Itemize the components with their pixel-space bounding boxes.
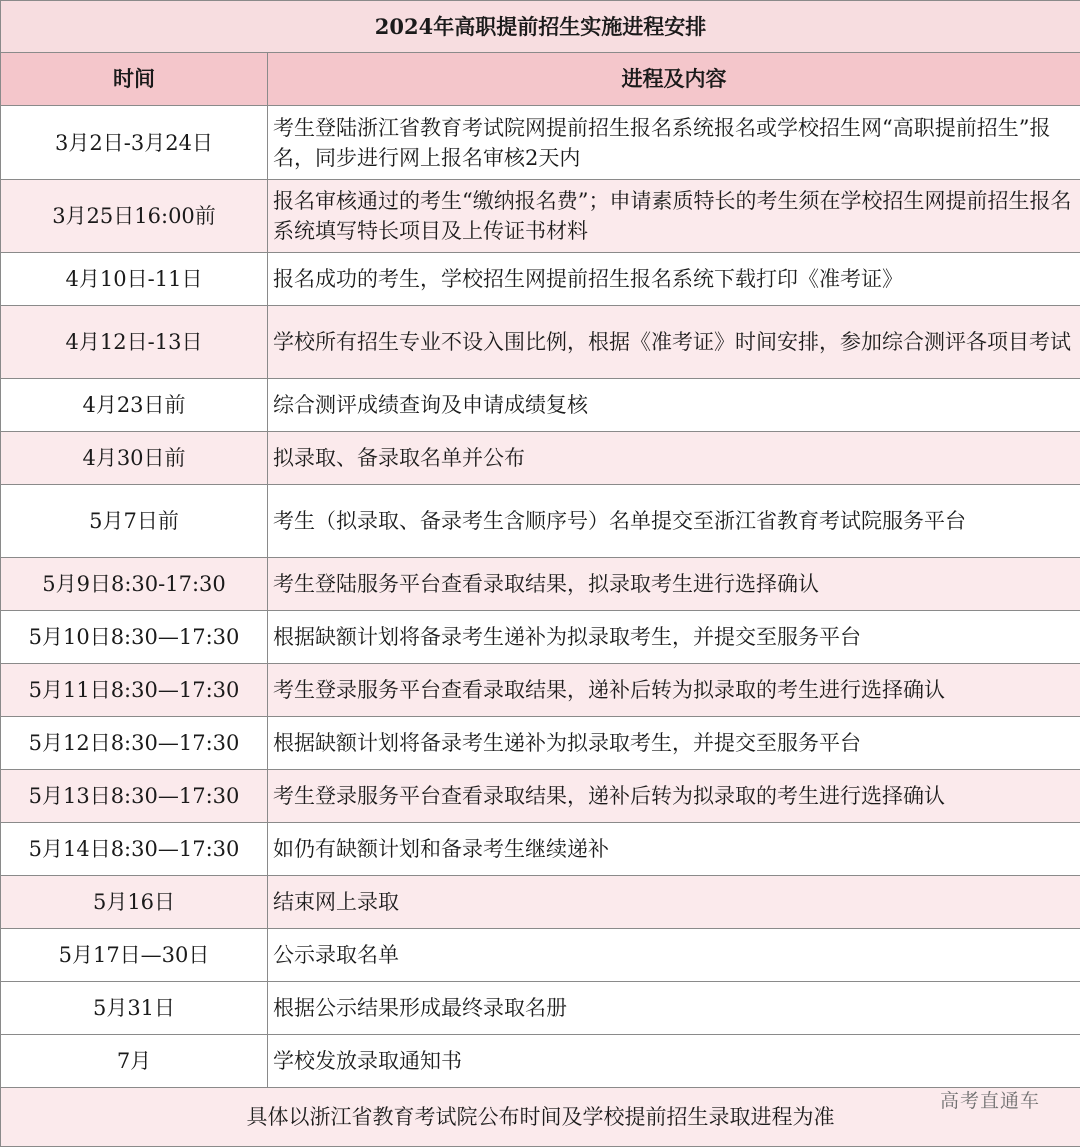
row-content: 考生登录服务平台查看录取结果，递补后转为拟录取的考生进行选择确认 <box>268 664 1080 717</box>
table-row <box>1 306 1080 379</box>
table-row <box>1 253 1080 306</box>
header-row <box>1 53 1080 106</box>
table-row <box>1 664 1080 717</box>
row-time: 4月12日-13日 <box>1 306 268 379</box>
header-time: 时间 <box>1 53 268 106</box>
table-title: 2024年高职提前招生实施进程安排 <box>1 1 1080 53</box>
table-row <box>1 379 1080 432</box>
table-row <box>1 485 1080 558</box>
row-time: 5月9日8:30-17:30 <box>1 558 268 611</box>
row-content: 综合测评成绩查询及申请成绩复核 <box>268 379 1080 432</box>
row-time: 5月7日前 <box>1 485 268 558</box>
table-row <box>1 876 1080 929</box>
row-content: 学校发放录取通知书 <box>268 1035 1080 1088</box>
row-time: 7月 <box>1 1035 268 1088</box>
row-time: 5月16日 <box>1 876 268 929</box>
footer-row <box>1 1088 1080 1147</box>
row-content: 考生登录服务平台查看录取结果，递补后转为拟录取的考生进行选择确认 <box>268 770 1080 823</box>
row-time: 5月12日8:30—17:30 <box>1 717 268 770</box>
table-row <box>1 180 1080 253</box>
row-time: 5月31日 <box>1 982 268 1035</box>
table-row <box>1 558 1080 611</box>
table-row <box>1 823 1080 876</box>
row-content: 如仍有缺额计划和备录考生继续递补 <box>268 823 1080 876</box>
table-row <box>1 611 1080 664</box>
footer-note: 具体以浙江省教育考试院公布时间及学校提前招生录取进程为准 <box>1 1088 1080 1147</box>
row-content: 考生登陆浙江省教育考试院网提前招生报名系统报名或学校招生网“高职提前招生”报名，同步进行网上报名审核2天内 <box>268 106 1080 180</box>
table-row <box>1 1035 1080 1088</box>
row-time: 4月23日前 <box>1 379 268 432</box>
row-content: 报名成功的考生，学校招生网提前招生报名系统下载打印《准考证》 <box>268 253 1080 306</box>
table-row <box>1 432 1080 485</box>
title-row <box>1 1 1080 53</box>
row-time: 5月17日—30日 <box>1 929 268 982</box>
row-content: 学校所有招生专业不设入围比例，根据《准考证》时间安排，参加综合测评各项目考试 <box>268 306 1080 379</box>
row-content: 根据公示结果形成最终录取名册 <box>268 982 1080 1035</box>
header-content: 进程及内容 <box>268 53 1080 106</box>
row-content: 公示录取名单 <box>268 929 1080 982</box>
row-content: 考生登陆服务平台查看录取结果，拟录取考生进行选择确认 <box>268 558 1080 611</box>
table-row <box>1 106 1080 180</box>
row-time: 3月2日-3月24日 <box>1 106 268 180</box>
row-content: 根据缺额计划将备录考生递补为拟录取考生，并提交至服务平台 <box>268 611 1080 664</box>
table-row <box>1 929 1080 982</box>
row-time: 4月10日-11日 <box>1 253 268 306</box>
watermark-text: 高考直通车 <box>940 1086 1040 1113</box>
table-row <box>1 717 1080 770</box>
row-content: 拟录取、备录取名单并公布 <box>268 432 1080 485</box>
row-content: 报名审核通过的考生“缴纳报名费”；申请素质特长的考生须在学校招生网提前招生报名系统填写特长项目及上传证书材料 <box>268 180 1080 253</box>
row-time: 3月25日16:00前 <box>1 180 268 253</box>
row-time: 5月10日8:30—17:30 <box>1 611 268 664</box>
row-content: 考生（拟录取、备录考生含顺序号）名单提交至浙江省教育考试院服务平台 <box>268 485 1080 558</box>
table-row <box>1 770 1080 823</box>
row-content: 结束网上录取 <box>268 876 1080 929</box>
table-row <box>1 982 1080 1035</box>
row-time: 5月11日8:30—17:30 <box>1 664 268 717</box>
row-content: 根据缺额计划将备录考生递补为拟录取考生，并提交至服务平台 <box>268 717 1080 770</box>
row-time: 4月30日前 <box>1 432 268 485</box>
row-time: 5月13日8:30—17:30 <box>1 770 268 823</box>
row-time: 5月14日8:30—17:30 <box>1 823 268 876</box>
